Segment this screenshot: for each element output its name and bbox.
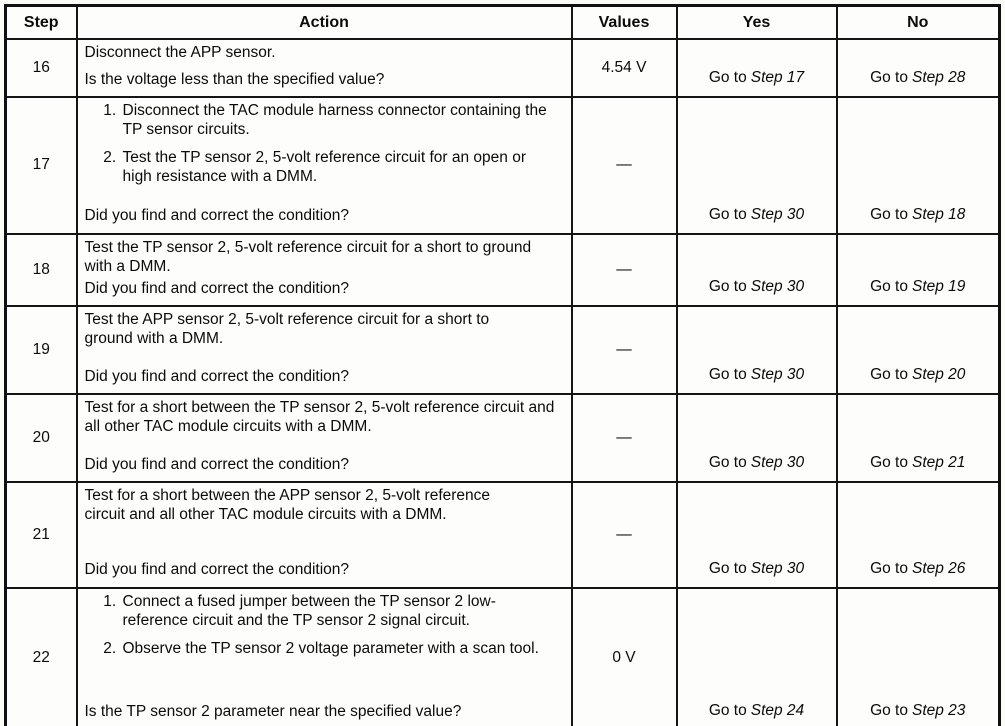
goto-label: Go to — [870, 366, 908, 384]
action-text: Test the TP sensor 2, 5-volt reference circuit for a short to ground with a DMM. — [84, 239, 532, 275]
action-question: Is the TP sensor 2 parameter near the specified value? — [84, 703, 462, 721]
action-cell — [77, 588, 572, 726]
yes-cell — [677, 394, 837, 482]
goto-label: Go to — [708, 366, 747, 384]
step-cell: 20 — [6, 394, 77, 482]
step-reference: Step 30 — [750, 366, 805, 384]
yes-cell — [677, 588, 837, 726]
step-reference: Step 26 — [911, 560, 966, 578]
action-question: Is the voltage less than the specified value? — [84, 71, 385, 89]
no-cell — [837, 394, 1000, 482]
step-reference: Step 23 — [911, 701, 966, 719]
action-question: Did you find and correct the condition? — [84, 368, 350, 386]
action-step-item: 1. Connect a fused jumper between the TP sensor 2 low-reference circuit and the TP sensor 2 signal circuit. — [121, 593, 551, 631]
col-header-yes: Yes — [677, 6, 837, 40]
step-reference: Step 30 — [750, 278, 805, 296]
values-cell: — — [572, 306, 677, 394]
step-cell: 19 — [6, 306, 77, 394]
values-cell: — — [572, 97, 677, 234]
yes-cell — [677, 97, 837, 234]
step-cell: 18 — [6, 234, 77, 306]
goto-label: Go to — [708, 278, 747, 296]
diagnostic-table — [4, 4, 1001, 726]
values-cell: — — [572, 394, 677, 482]
goto-label: Go to — [870, 206, 908, 224]
goto-label: Go to — [870, 278, 908, 296]
goto-label: Go to — [708, 560, 747, 578]
step-cell: 21 — [6, 482, 77, 588]
col-header-step: Step — [6, 6, 77, 40]
yes-cell — [677, 39, 837, 97]
values-cell: 4.54 V — [572, 39, 677, 97]
step-reference: Step 28 — [911, 69, 966, 87]
table-row — [6, 588, 1000, 726]
action-question: Did you find and correct the condition? — [84, 456, 350, 474]
step-reference: Step 30 — [750, 206, 805, 224]
goto-label: Go to — [708, 454, 747, 472]
no-cell — [837, 588, 1000, 726]
action-question: Did you find and correct the condition? — [84, 207, 350, 225]
step-reference: Step 30 — [750, 454, 805, 472]
action-text: Test the APP sensor 2, 5-volt reference circuit for a short to ground with a DMM. — [84, 311, 490, 347]
step-reference: Step 18 — [911, 206, 966, 224]
action-cell — [77, 482, 572, 588]
action-steps-list — [85, 102, 551, 187]
table-row — [6, 394, 1000, 482]
step-cell: 17 — [6, 97, 77, 234]
step-reference: Step 17 — [750, 69, 805, 87]
table-row — [6, 234, 1000, 306]
goto-label: Go to — [708, 701, 747, 719]
action-question: Did you find and correct the condition? — [84, 561, 350, 579]
action-cell — [77, 39, 572, 97]
action-cell — [77, 97, 572, 234]
table-row — [6, 39, 1000, 97]
no-cell — [837, 39, 1000, 97]
action-cell — [77, 306, 572, 394]
step-cell: 22 — [6, 588, 77, 726]
col-header-action: Action — [77, 6, 572, 40]
no-cell — [837, 97, 1000, 234]
goto-label: Go to — [870, 701, 908, 719]
goto-label: Go to — [708, 69, 747, 87]
yes-cell — [677, 482, 837, 588]
action-question: Did you find and correct the condition? — [84, 280, 350, 298]
table-row — [6, 306, 1000, 394]
col-header-no: No — [837, 6, 1000, 40]
action-step-item: 1. Disconnect the TAC module harness connector containing the TP sensor circuits. — [121, 102, 551, 140]
step-reference: Step 19 — [911, 278, 966, 296]
goto-label: Go to — [870, 69, 908, 87]
goto-label: Go to — [870, 560, 908, 578]
action-cell — [77, 234, 572, 306]
action-step-item: 2. Observe the TP sensor 2 voltage parameter with a scan tool. — [121, 640, 551, 659]
values-cell: — — [572, 234, 677, 306]
header-row — [6, 6, 1000, 40]
table-row — [6, 482, 1000, 588]
step-reference: Step 20 — [911, 366, 966, 384]
table-row — [6, 97, 1000, 234]
col-header-values: Values — [572, 6, 677, 40]
yes-cell — [677, 234, 837, 306]
action-cell — [77, 394, 572, 482]
no-cell — [837, 482, 1000, 588]
action-text: Disconnect the APP sensor. — [84, 44, 276, 61]
action-step-item: 2. Test the TP sensor 2, 5-volt reference circuit for an open or high resistance with a DMM. — [121, 149, 551, 187]
goto-label: Go to — [708, 206, 747, 224]
no-cell — [837, 234, 1000, 306]
step-reference: Step 30 — [750, 560, 805, 578]
step-reference: Step 21 — [911, 454, 966, 472]
goto-label: Go to — [870, 454, 908, 472]
action-steps-list — [85, 593, 551, 659]
values-cell: 0 V — [572, 588, 677, 726]
step-cell: 16 — [6, 39, 77, 97]
action-text: Test for a short between the APP sensor 2, 5-volt reference circuit and all other TAC module circuits with a DMM. — [84, 487, 491, 523]
yes-cell — [677, 306, 837, 394]
no-cell — [837, 306, 1000, 394]
step-reference: Step 24 — [750, 701, 805, 719]
values-cell: — — [572, 482, 677, 588]
action-text: Test for a short between the TP sensor 2, 5-volt reference circuit and all other TAC module circuits with a DMM. — [84, 399, 555, 435]
